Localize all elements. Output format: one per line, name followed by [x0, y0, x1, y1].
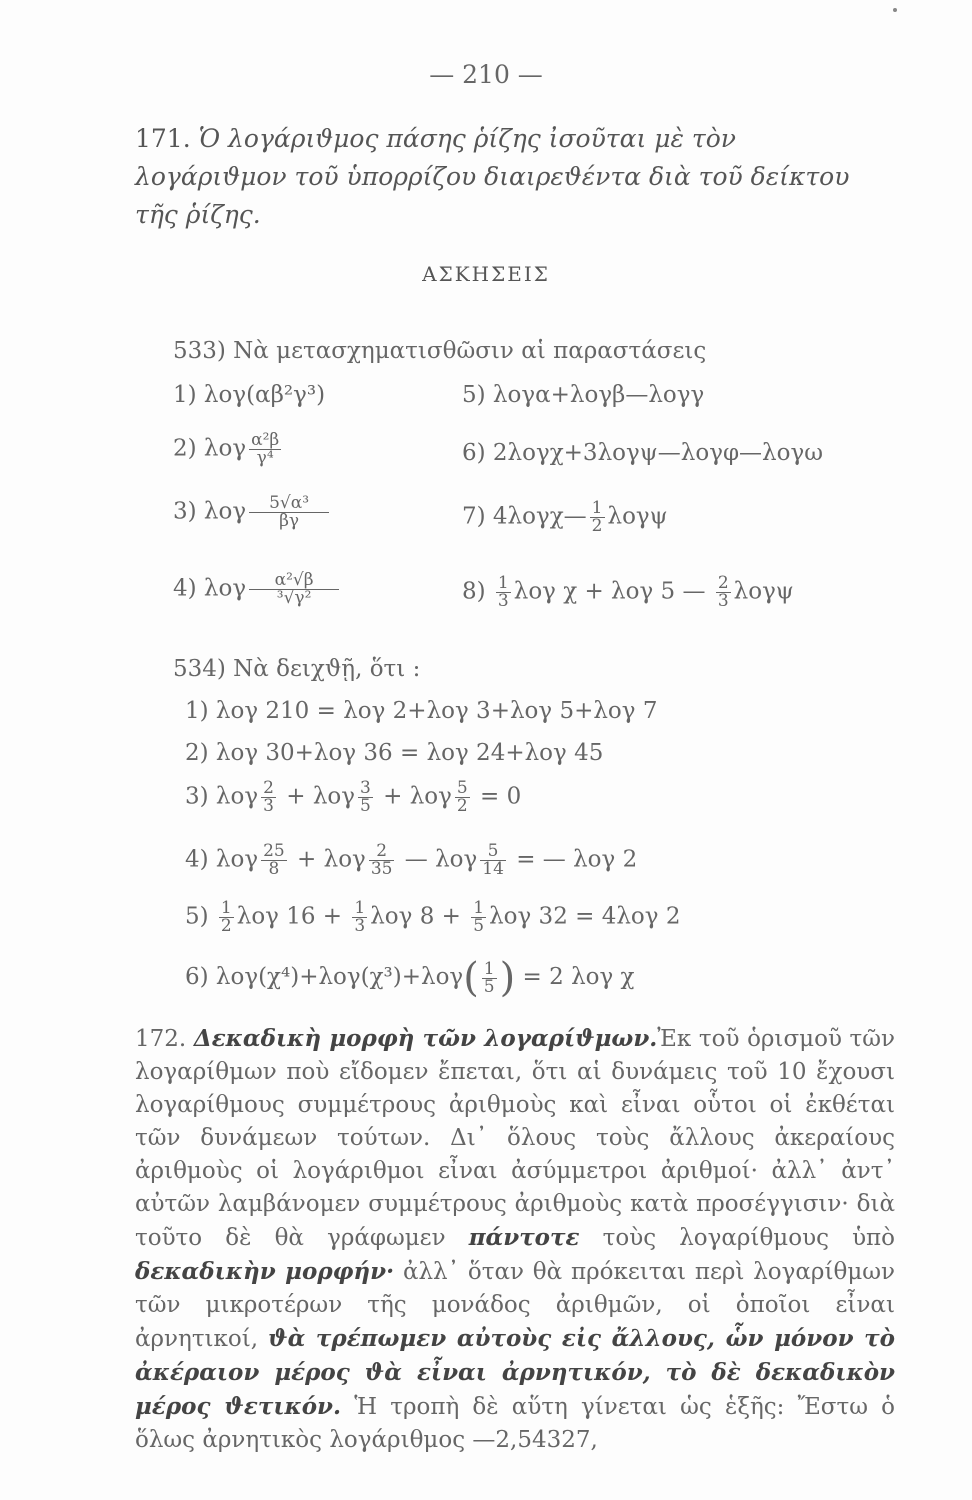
exercise-534-item-2: 2) λογ 30+λογ 36 = λογ 24+λογ 45: [185, 740, 604, 766]
fraction: $\frac{2}{35}$: [370, 841, 393, 879]
exercise-533-intro: 533) Νὰ μετασχηματισθῶσιν αἱ παραστάσεις: [173, 338, 707, 364]
fraction: $\frac{25}{8}$: [263, 841, 285, 879]
exercise-533-item-5: 5) λογα+λογβ—λογγ: [462, 382, 705, 408]
exercise-534-item-6: 6) λογ(χ⁴)+λογ(χ³)+λογ( $\frac{1}{5}$ ) = 2 λογ χ: [185, 955, 635, 1001]
exercise-533-item-7: 7) 4λογχ— $\frac{1}{2}$ λογψ: [462, 498, 668, 536]
fraction: $\frac{2}{3}$: [717, 573, 729, 611]
fraction: $\frac{1}{2}$: [220, 898, 232, 936]
exercise-534-item-3: 3) λογ $\frac{2}{3}$ + λογ $\frac{3}{5}$ + λογ $\frac{5}{2}$ = 0: [185, 778, 522, 816]
exercise-533-item-6: 6) 2λογχ+3λογψ—λογφ—λογω: [462, 440, 823, 466]
fraction: $\frac{1}{2}$: [591, 498, 603, 536]
fraction: $\frac{1}{3}$: [354, 898, 366, 936]
section-172: 172. Δεκαδικὴ μορφὴ τῶν λογαρίϑμων.Ἐκ τοῦ ὁρισμοῦ τῶν λογαρίθμων ποὺ εἴδομεν ἔπεται, ὅτι αἱ δυνάμεις τοῦ 10 ἔχουσι λογαρίθμους συμμέτρους ἀριθμοὺς καὶ εἶναι οὗτοι οἱ ἐκθέται τῶν δυνάμεων τούτων. Δι᾽ ὅλους τοὺς ἄλλους ἀκεραίους ἀριθμοὺς οἱ λογάριθμοι εἶναι ἀσύμμετροι ἀριθμοί· ἀλλ᾽ ἀντ᾽ αὐτῶν λαμβάνομεν συμμέτρους ἀριθμοὺς κατὰ προσέγγισιν· διὰ τοῦτο δὲ θὰ γράφωμεν πάντοτε τοὺς λογαρίθμους ὑπὸ δεκαδικὴν μορφήν· ἀλλ᾽ ὅταν θὰ πρόκειται περὶ λογαρίθμων τῶν μικροτέρων τῆς μονάδος ἀριθμῶν, οἱ ὁποῖοι εἶναι ἀρνητικοί, ϑὰ τρέπωμεν αὐτοὺς εἰς ἄλλους, ὧν μόνον τὸ ἀκέραιον μέρος ϑὰ εἶναι ἀρνητικόν, τὸ δὲ δεκαδικὸν μέρος ϑετικόν. Ἡ τροπὴ δὲ αὕτη γίνεται ὡς ἑξῆς: Ἔστω ὁ ὅλως ἀρνητικὸς λογάριθμος —2,54327,: [135, 1025, 896, 1453]
exercise-534-item-1: 1) λογ 210 = λογ 2+λογ 3+λογ 5+λογ 7: [185, 698, 658, 724]
exercise-533-item-8: 8) $\frac{1}{3}$ λογ χ + λογ 5 — $\frac{2}{3}$ λογψ: [462, 573, 794, 611]
fraction: $\frac{1}{3}$: [497, 573, 509, 611]
fraction: $\frac{5}{2}$: [456, 778, 468, 816]
fraction: $\frac{1}{5}$: [483, 958, 495, 997]
fraction: $\frac{\text{α²β}}{\text{γ⁴}}$: [251, 430, 280, 468]
exercise-534-item-5: 5) $\frac{1}{2}$ λογ 16 + $\frac{1}{3}$ λογ 8 + $\frac{1}{5}$ λογ 32 = 4λογ 2: [185, 898, 681, 936]
speck: [893, 8, 897, 12]
fraction: $\frac{\text{α²√β}}{\text{³√γ²}}$: [249, 572, 339, 607]
proposition-number: 171.: [135, 124, 191, 153]
proposition-171: [135, 120, 895, 234]
fraction: $\frac{5}{14}$: [482, 841, 504, 879]
exercise-534-item-4: 4) λογ $\frac{25}{8}$ + λογ $\frac{2}{35}$ — λογ $\frac{5}{14}$ = — λογ 2: [185, 841, 638, 879]
exercise-534-intro: 534) Νὰ δειχϑῇ, ὅτι :: [173, 656, 421, 682]
fraction: $\frac{\text{5√α³}}{\beta\gamma}$: [249, 495, 329, 530]
fraction: $\frac{3}{5}$: [360, 778, 371, 816]
exercise-533-item-1: 1) λογ(αβ²γ³): [173, 382, 326, 408]
fraction: $\frac{1}{5}$: [473, 898, 485, 936]
exercise-533-item-3: 3) λογ $\frac{\text{5√α³}}{\beta\gamma}$: [173, 495, 332, 530]
exercises-heading: ΑΣΚΗΣΕΙΣ: [422, 262, 550, 286]
section-title: Δεκαδικὴ μορφὴ τῶν λογαρίϑμων.: [193, 1025, 658, 1052]
section-number: 172.: [135, 1026, 187, 1052]
exercise-533-item-2: 2) λογ $\frac{\text{α²β}}{\text{γ⁴}}$: [173, 430, 280, 468]
fraction: $\frac{2}{3}$: [263, 778, 274, 816]
exercise-533-item-4: 4) λογ $\frac{\text{α²√β}}{\text{³√γ²}}$: [173, 572, 342, 607]
page-number: — 210 —: [429, 60, 543, 89]
proposition-text: Ὁ λογάριϑμος πάσης ῥίζης ἰσοῦται μὲ τὸν λογάριϑμον τοῦ ὑπορρίζου διαιρεϑέντα διὰ τοῦ δείκτου τῆς ῥίζης.: [135, 124, 850, 229]
